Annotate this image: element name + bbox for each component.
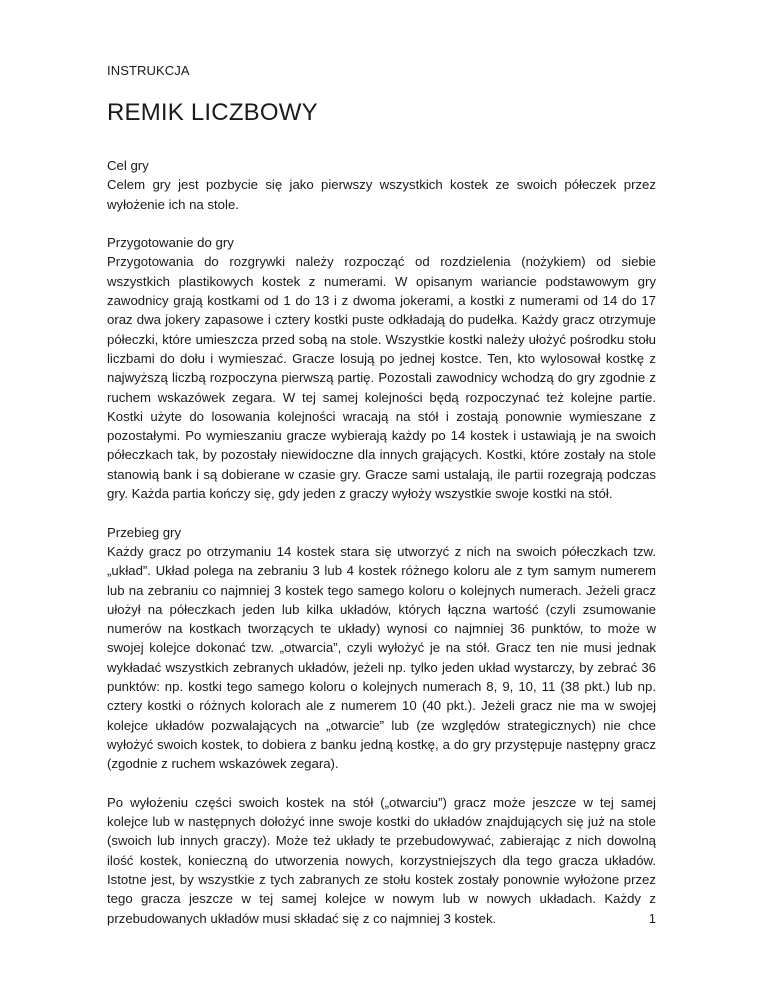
section-heading: Cel gry [107, 158, 149, 173]
section-preparation [107, 233, 656, 503]
document-body [107, 156, 656, 947]
document-type-label: INSTRUKCJA [107, 63, 190, 78]
page-number: 1 [648, 911, 656, 926]
paragraph: Każdy gracz po otrzymaniu 14 kostek stara się utworzyć z nich na swoich półeczkach tzw. „układ”. Układ polega na zebraniu 3 lub 4 kostek różnego koloru ale z tym samym numerem lub na zebraniu co najmniej 3 kostek tego samego koloru o kolejnych numerach. Jeżeli gracz ułożył na półeczkach jeden lub kilka układów, których łączna wartość (czyli zsumowanie numerów na kostkach tworzących te układy) wynosi co najmniej 36 punktów, to może w swojej kolejce dokonać tzw. „otwarcia”, czyli wyłożyć je na stół. Gracz ten nie musi jednak wykładać wszystkich zebranych układów, jeżeli np. tylko jeden układ wystarczy, by zebrać 36 punktów: np. kostki tego samego koloru o kolejnych numerach 8, 9, 10, 11 (38 pkt.) lub np. cztery kostki o różnych kolorach ale z numerem 10 (40 pkt.). Jeżeli gracz nie ma w swojej kolejce układów pozwalających na „otwarcie” lub (ze względów strategicznych) nie chce wyłożyć swoich kostek, to dobiera z banku jedną kostkę, a do gry przystępuje następny gracz (zgodnie z ruchem wskazówek zegara). [107, 543, 656, 772]
document-title: REMIK LICZBOWY [107, 99, 318, 126]
paragraph: Celem gry jest pozbycie się jako pierwszy wszystkich kostek ze swoich półeczek przez wyłożenie ich na stole. [107, 177, 656, 212]
section-goal [107, 156, 656, 214]
section-gameplay-continued [107, 793, 656, 928]
paragraph: Przygotowania do rozgrywki należy rozpocząć od rozdzielenia (nożykiem) od siebie wszystkich plastikowych kostek z numerami. W opisanym wariancie podstawowym gry zawodnicy grają kostkami od 1 do 13 i z dwoma jokerami, a kostki z numerami od 14 do 17 oraz dwa jokery zapasowe i cztery kostki puste odkładają do pudełka. Każdy gracz otrzymuje półeczki, które umieszcza przed sobą na stole. Wszystkie kostki należy ułożyć pośrodku stołu liczbami do dołu i wymieszać. Gracze losują po jednej kostce. Ten, kto wylosował kostkę z najwyższą liczbą rozpoczyna pierwszą partię. Pozostali zawodnicy wchodzą do gry zgodnie z ruchem wskazówek zegara. W tej samej kolejności będą rozpoczynać też kolejne partie. Kostki użyte do losowania kolejności wracają na stół i zostają ponownie wymieszane z pozostałymi. Po wymieszaniu gracze wybierają każdy po 14 kostek i ustawiają je na swoich półeczkach tak, by pozostały niewidoczne dla innych grających. Kostki, które zostały na stole stanowią bank i są dobierane w czasie gry. Gracze sami ustalają, ile partii rozegrają podczas gry. Każda partia kończy się, gdy jeden z graczy wyłoży wszystkie swoje kostki na stół. [107, 254, 656, 502]
section-heading: Przebieg gry [107, 524, 182, 540]
paragraph: Po wyłożeniu części swoich kostek na stół („otwarciu”) gracz może jeszcze w tej samej kolejce lub w następnych dołożyć inne swoje kostki do układów znajdujących się już na stole (swoich lub innych graczy). Może też układy te przebudowywać, zabierając z nich dowolną ilość kostek, konieczną do utworzenia nowych, korzystniejszych dla tego gracza układów. Istotne jest, by wszystkie z tych zabranych ze stołu kostek zostały ponownie wyłożone przez tego gracza jeszcze w tej samej kolejce w nowym lub w nowych układach. Każdy z przebudowanych układów musi składać się z co najmniej 3 kostek. [107, 794, 656, 926]
section-heading: Przygotowanie do gry [107, 235, 234, 251]
section-gameplay [107, 523, 656, 774]
